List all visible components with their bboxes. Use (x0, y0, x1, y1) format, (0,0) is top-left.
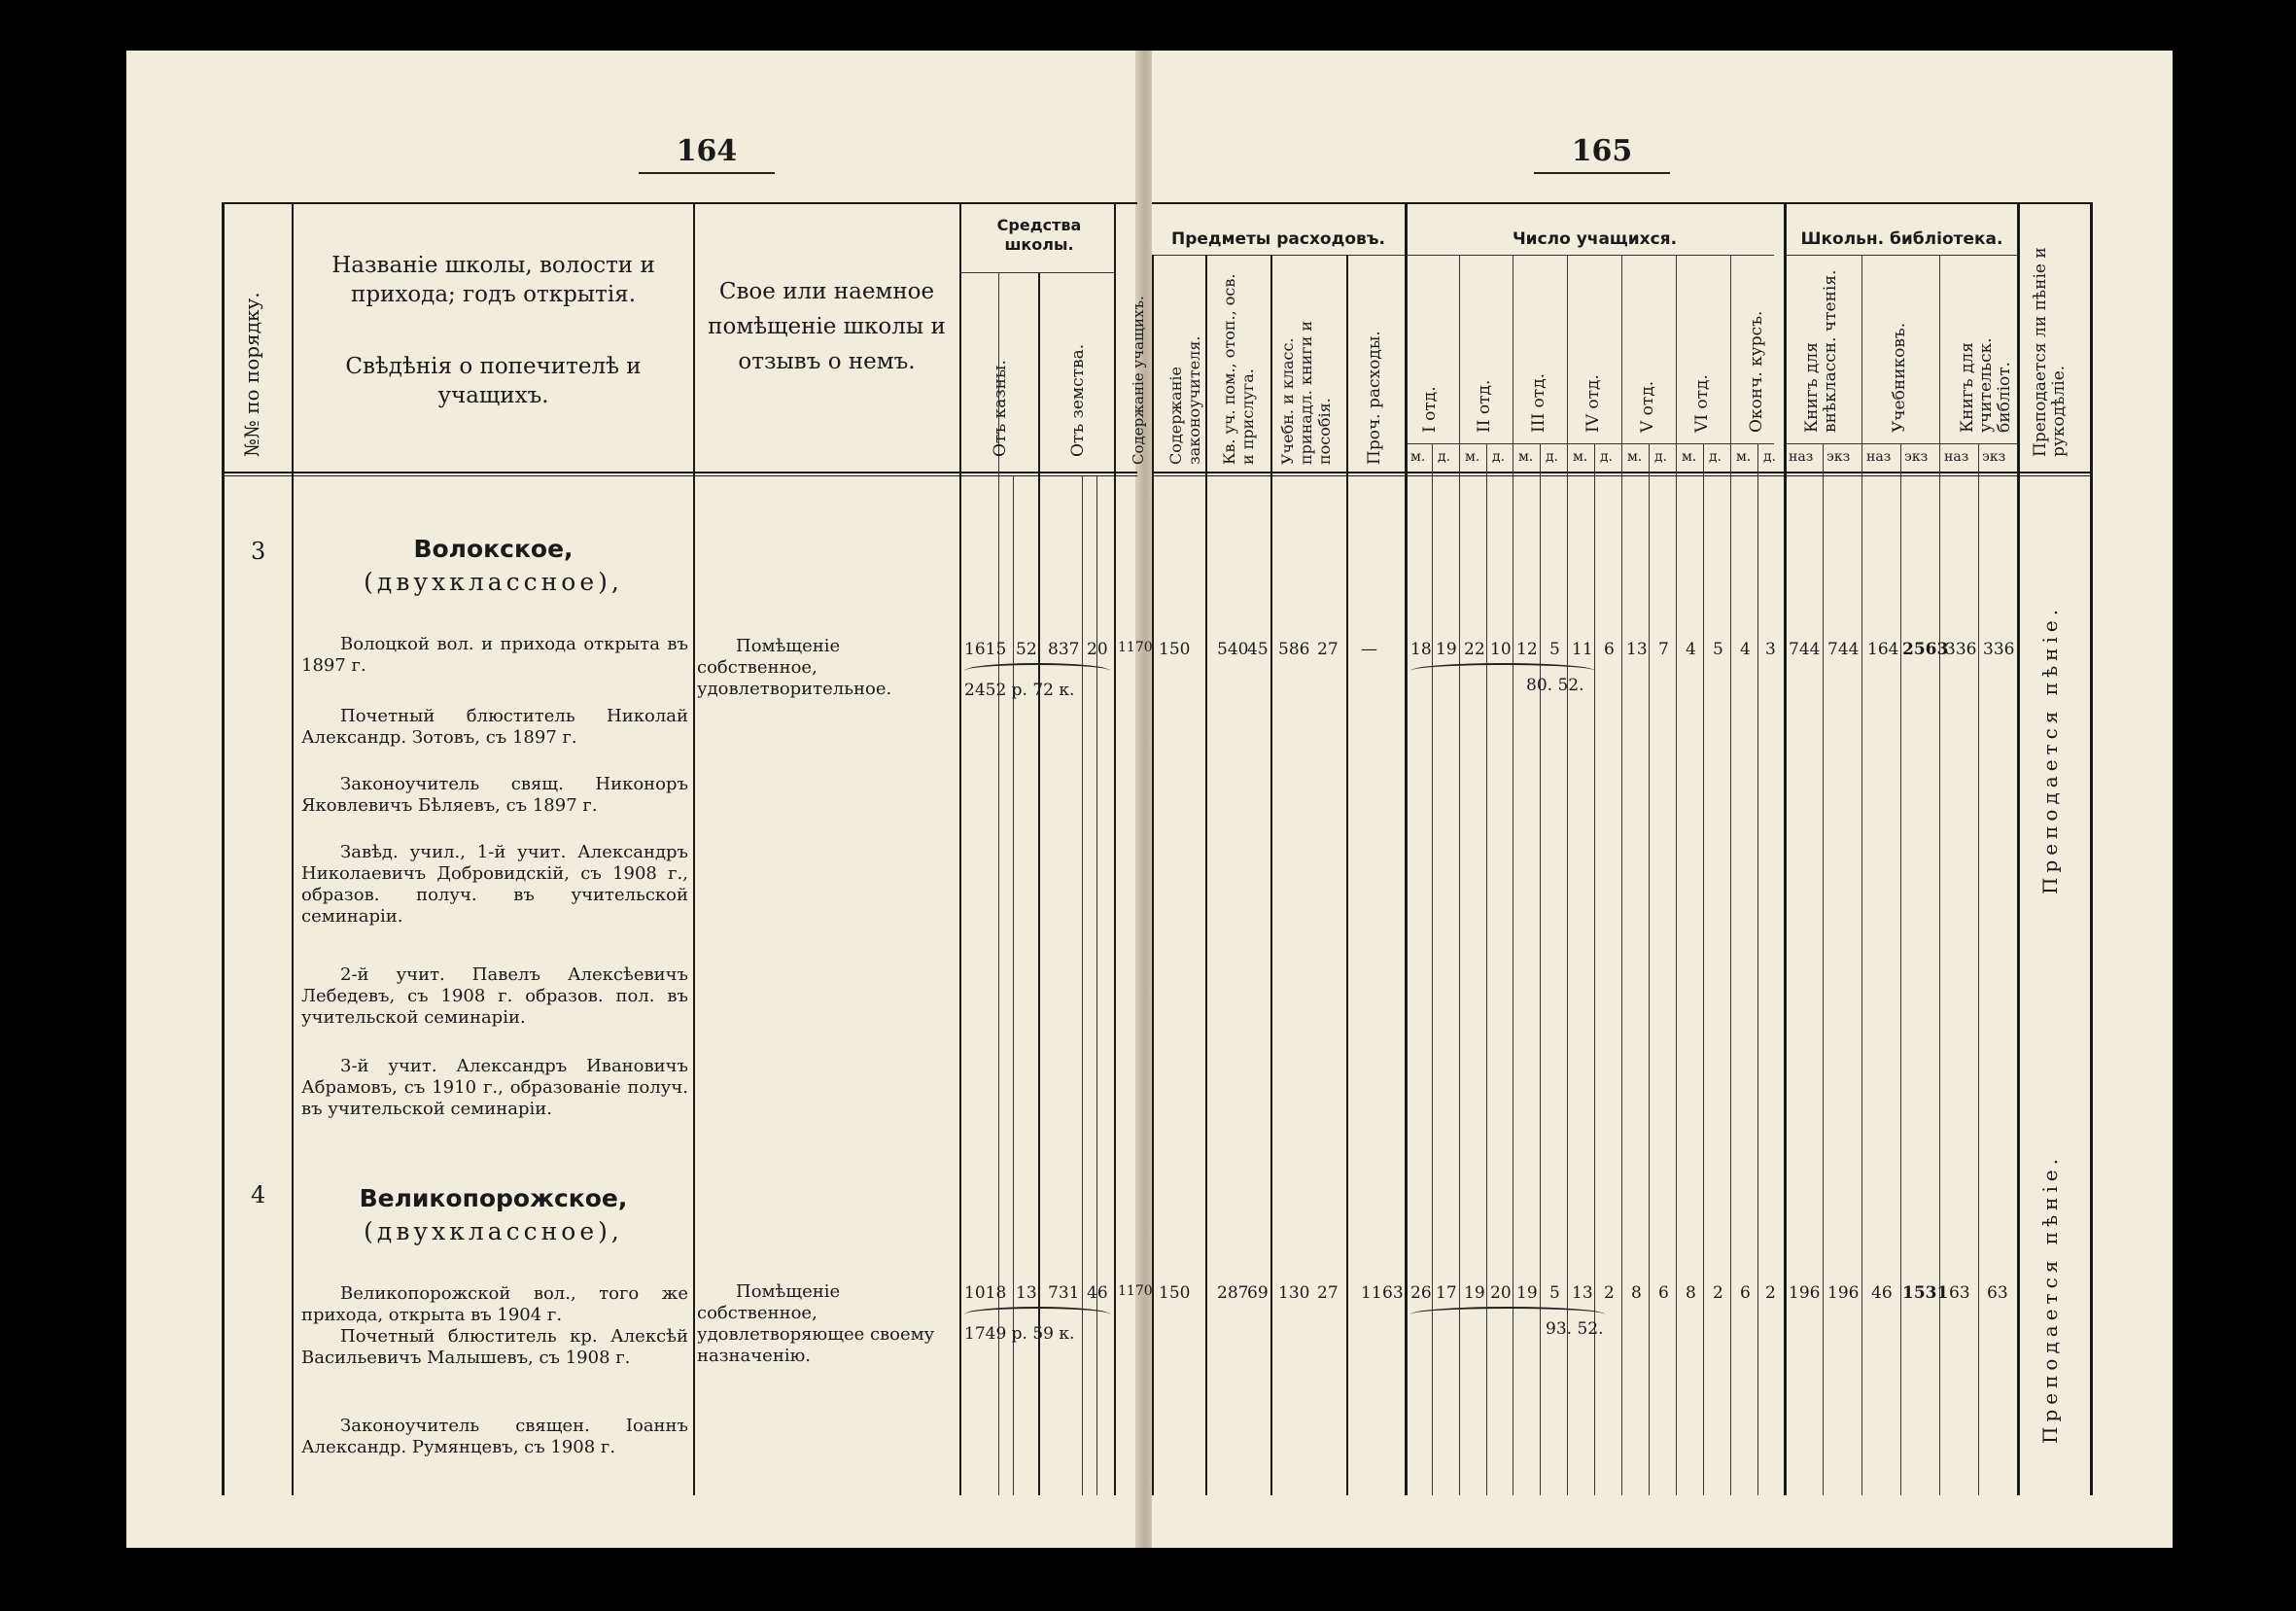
header-other: Проч. расходы. (1365, 331, 1384, 465)
text-d: д. (1654, 449, 1668, 465)
rule (1939, 255, 1940, 1495)
school3-pupil-7: 11 (1572, 640, 1593, 659)
school3-lib-5: 336 (1945, 640, 1977, 659)
text-naz: наз (1866, 449, 1892, 465)
school3-pupil-4: 10 (1490, 640, 1512, 659)
col-divider-premises (959, 202, 961, 1495)
school4-pupil-4: 20 (1490, 1283, 1512, 1303)
school3-pupil-14: 3 (1765, 640, 1776, 659)
text-m: м. (1682, 449, 1697, 465)
school3-pupil-12: 5 (1713, 640, 1723, 659)
rule (1649, 443, 1650, 1495)
header-singing: Преподается ли пѣніе и рукодѣліе. (2031, 247, 2069, 457)
school4-pupil-14: 2 (1765, 1283, 1776, 1303)
rule (1861, 255, 1862, 1495)
school4-parish: Великопорожской вол., того же прихода, открыта въ 1904 г. (301, 1283, 688, 1325)
school4-zemstvo-k: 46 (1087, 1283, 1108, 1303)
school3-priest: Законоучитель свящ. Никоноръ Яковлевичъ Бѣляевъ, съ 1897 г. (301, 774, 688, 816)
header-bottom-border-left (222, 472, 1137, 473)
school4-pupil-5: 19 (1516, 1283, 1538, 1303)
school3-pupil-3: 22 (1464, 640, 1485, 659)
school4-books-k: 27 (1317, 1283, 1339, 1303)
col-divider-priest (1205, 255, 1207, 1495)
school3-pupil-10: 7 (1658, 640, 1669, 659)
header-bottom-double-left (222, 475, 1137, 476)
school4-treasury: 1018 (964, 1283, 1007, 1303)
school4-pupil-1: 26 (1410, 1283, 1432, 1303)
rule (1730, 255, 1731, 1495)
school3-pupil-8: 6 (1604, 640, 1615, 659)
text-m: м. (1465, 449, 1480, 465)
school3-teacher2: 2-й учит. Павелъ Алексѣевичъ Лебедевъ, съ 1908 г. образов. пол. въ учительской семинаріи. (301, 964, 688, 1028)
rule (1540, 443, 1541, 1495)
school3-means-brace (964, 663, 1110, 679)
header-lib-textbooks: Учебниковъ. (1890, 322, 1909, 433)
rule (1900, 443, 1901, 1495)
school3-pupils-total: 80. 52. (1526, 676, 1584, 695)
school3-pupil-2: 19 (1436, 640, 1457, 659)
school4-housing-k: 69 (1247, 1283, 1269, 1303)
school4-pupil-8: 2 (1604, 1283, 1615, 1303)
header-name-line2: Свѣдѣнія о попечителѣ и учащихъ. (345, 354, 642, 408)
page-number-right: 165 (1534, 134, 1670, 174)
school4-means-brace (964, 1307, 1110, 1322)
header-grade-6: VI отд. (1692, 374, 1712, 433)
rule (1432, 443, 1433, 1495)
header-graduated: Оконч. курсъ. (1747, 310, 1766, 433)
school4-pupil-3: 19 (1464, 1283, 1485, 1303)
table-top-border-right (1152, 202, 2090, 204)
rule (1978, 443, 1979, 1495)
school3-trustee: Почетный блюститель Николай Александр. Зотовъ, съ 1897 г. (301, 706, 688, 748)
header-from-treasury: Отъ казны. (991, 360, 1010, 457)
rule (1486, 443, 1487, 1495)
header-housing: Кв. уч. пом., отоп., осв. и прислуга. (1220, 273, 1257, 465)
header-expenses: Предметы расходовъ. (1171, 229, 1385, 249)
text-d: д. (1492, 449, 1506, 465)
col-divider-books (1346, 255, 1348, 1495)
school3-teacher3: 3-й учит. Александръ Ивановичъ Абрамовъ, съ 1910 г., образованіе получ. въ учительской семинаріи. (301, 1056, 688, 1119)
school3-books: 586 (1278, 640, 1310, 659)
school3-premises: Помѣщеніе собственное, удовлетворительное. (697, 636, 892, 699)
school3-other: — (1361, 640, 1377, 659)
school3-lib-3: 164 (1867, 640, 1899, 659)
header-grade-2: II отд. (1475, 379, 1494, 433)
school4-zemstvo: 731 (1048, 1283, 1080, 1303)
col-divider-pupils (1784, 202, 1787, 1495)
header-grade-5: V отд. (1638, 380, 1657, 433)
text-d: д. (1600, 449, 1614, 465)
rule (1757, 443, 1758, 1495)
text-d: д. (1546, 449, 1559, 465)
rule (1823, 443, 1824, 1495)
school4-lib-4: 1531 (1902, 1283, 1949, 1303)
rule (1082, 476, 1083, 1495)
school3-pupil-5: 12 (1516, 640, 1538, 659)
school3-treasury: 1615 (964, 640, 1007, 659)
rule (1703, 443, 1704, 1495)
school3-pupil-1: 18 (1410, 640, 1432, 659)
school4-priest: 150 (1159, 1283, 1191, 1303)
rule (1784, 255, 2017, 256)
school3-number: 3 (251, 538, 266, 565)
school3-pupil-9: 13 (1626, 640, 1648, 659)
table-top-border-left (222, 202, 1137, 204)
school4-books: 130 (1278, 1283, 1310, 1303)
rule (1152, 255, 1405, 256)
text-naz: наз (1944, 449, 1969, 465)
text-d: д. (1763, 449, 1777, 465)
school4-means-total: 1749 р. 59 к. (964, 1324, 1075, 1344)
header-lib-teachers: Книгъ для учительск. библіот. (1958, 337, 2014, 433)
header-library: Школьн. библіотека. (1800, 229, 2003, 249)
rule (1621, 255, 1622, 1495)
school4-pupil-11: 8 (1686, 1283, 1696, 1303)
school3-name: Волокское, (413, 535, 574, 563)
school3-zemstvo-k: 20 (1087, 640, 1108, 659)
page-number-left: 164 (639, 134, 775, 174)
school4-pupil-13: 6 (1740, 1283, 1751, 1303)
school4-trustee: Почетный блюститель кр. Алексѣй Васильевичъ Малышевъ, съ 1908 г. (301, 1326, 688, 1368)
rule (1096, 476, 1097, 1495)
table-right-border (2090, 202, 2093, 1495)
text-d: д. (1709, 449, 1722, 465)
school3-pupil-13: 4 (1740, 640, 1751, 659)
school4-name: Великопорожское, (359, 1184, 628, 1212)
text-m: м. (1410, 449, 1426, 465)
school4-other: 11 (1361, 1283, 1382, 1303)
rule (1676, 255, 1677, 1495)
header-books: Учебн. и класс. принадл. книги и пособія. (1278, 320, 1334, 465)
school3-parish: Волоцкой вол. и прихода открыта въ 1897 г. (301, 634, 688, 676)
header-grade-1: I отд. (1420, 386, 1440, 433)
rule (959, 272, 1114, 273)
header-name-line1: Названіе школы, волости и прихода; годъ открытія. (331, 253, 655, 307)
col-divider-name (693, 202, 695, 1495)
school4-lib-1: 196 (1789, 1283, 1821, 1303)
text-ekz: экз (1982, 449, 2006, 465)
header-pupils: Число учащихся. (1512, 229, 1678, 249)
school3-teacher1: Завѣд. учил., 1-й учит. Александръ Николаевичъ Добровидскій, съ 1908 г., образов. получ. въ учительской семинаріи. (301, 842, 688, 927)
col-divider-other (1405, 202, 1408, 1495)
school3-teachers: 1170 (1118, 640, 1153, 655)
school4-lib-5: 63 (1949, 1283, 1970, 1303)
school3-books-k: 27 (1317, 640, 1339, 659)
school4-singing: Преподается пѣніе. (2038, 1153, 2062, 1444)
header-grade-3: III отд. (1529, 372, 1548, 433)
school4-lib-6: 63 (1987, 1283, 2008, 1303)
school4-pupils-total: 93. 52. (1546, 1319, 1604, 1339)
school3-housing-k: 45 (1247, 640, 1269, 659)
school3-pupil-6: 5 (1549, 640, 1560, 659)
header-means: Средства школы. (996, 216, 1082, 254)
school4-pupil-12: 2 (1713, 1283, 1723, 1303)
school3-housing: 540 (1217, 640, 1249, 659)
text-naz: наз (1789, 449, 1814, 465)
text-ekz: экз (1826, 449, 1851, 465)
school3-treasury-k: 52 (1016, 640, 1037, 659)
school3-zemstvo: 837 (1048, 640, 1080, 659)
school4-housing: 287 (1217, 1283, 1249, 1303)
school3-lib-4: 2563 (1902, 640, 1949, 659)
header-lib-reading: Книгъ для внѣклассн. чтенія. (1802, 269, 1840, 433)
text-m: м. (1736, 449, 1752, 465)
school4-type: (двухклассное), (364, 1217, 623, 1245)
school4-priest: Законоучитель священ. Іоаннъ Александр. Румянцевъ, съ 1908 г. (301, 1416, 688, 1457)
school4-pupil-9: 8 (1631, 1283, 1642, 1303)
col-divider-housing (1270, 255, 1272, 1495)
school4-teachers: 1170 (1118, 1283, 1153, 1299)
school4-pupil-2: 17 (1436, 1283, 1457, 1303)
school3-means-total: 2452 р. 72 к. (964, 681, 1075, 700)
rule (1405, 255, 1774, 256)
school4-pupil-10: 6 (1658, 1283, 1669, 1303)
header-priest: Содержаніе законоучителя. (1166, 335, 1203, 465)
col-divider-library (2017, 202, 2020, 1495)
table-left-border (222, 202, 225, 1495)
header-premises: Свое или наемное помѣщеніе школы и отзывъ о немъ. (708, 279, 946, 374)
rule (1405, 443, 1774, 444)
col-divider-zemstvo (1114, 202, 1116, 1495)
text-m: м. (1518, 449, 1534, 465)
text-d: д. (1438, 449, 1451, 465)
header-number: №№ по порядку. (240, 292, 263, 457)
school4-pupil-7: 13 (1572, 1283, 1593, 1303)
school4-treasury-k: 13 (1016, 1283, 1037, 1303)
col-divider-no (292, 202, 294, 1495)
text-ekz: экз (1904, 449, 1929, 465)
header-from-zemstvo: Отъ земства. (1068, 343, 1088, 457)
school3-type: (двухклассное), (364, 568, 623, 596)
school4-number: 4 (251, 1181, 266, 1208)
school3-lib-2: 744 (1827, 640, 1860, 659)
header-teachers: Содержаніе учащихъ. (1130, 296, 1147, 465)
school3-pupil-11: 4 (1686, 640, 1696, 659)
text-m: м. (1627, 449, 1643, 465)
school3-singing: Преподается пѣніе. (2038, 604, 2062, 894)
col-divider-teachers (1152, 255, 1154, 1495)
header-grade-4: IV отд. (1583, 374, 1603, 433)
school3-priest: 150 (1159, 640, 1191, 659)
school4-other-k: 63 (1382, 1283, 1404, 1303)
school4-lib-3: 46 (1871, 1283, 1893, 1303)
text-m: м. (1573, 449, 1588, 465)
school4-pupil-6: 5 (1549, 1283, 1560, 1303)
school3-lib-6: 336 (1983, 640, 2015, 659)
school4-premises: Помѣщеніе собственное, удовлетворяющее своему назначенію. (697, 1281, 935, 1366)
school4-lib-2: 196 (1827, 1283, 1860, 1303)
school3-lib-1: 744 (1789, 640, 1821, 659)
